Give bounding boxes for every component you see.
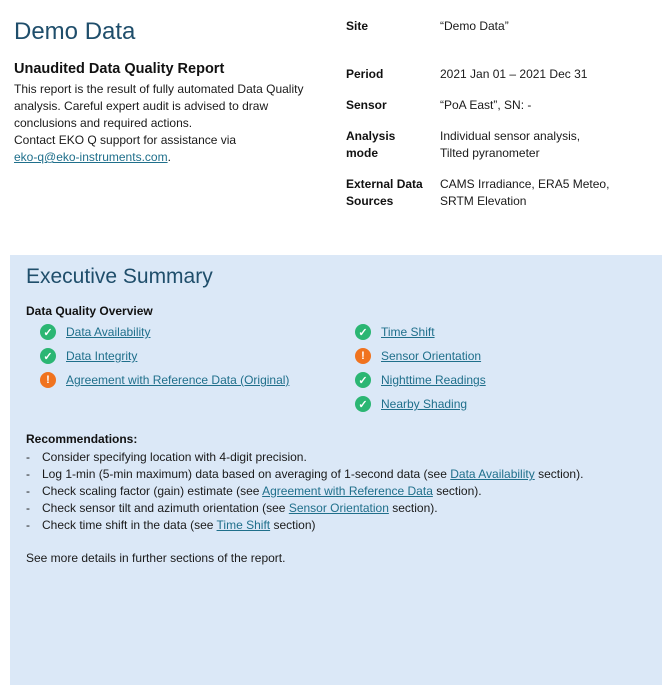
recommendation-item — [26, 500, 656, 517]
meta-site-label: Site — [346, 19, 369, 33]
meta-external-label-2: Sources — [346, 194, 394, 208]
executive-summary-panel — [10, 255, 662, 685]
recommendation-item — [26, 483, 656, 500]
list-dash: - — [26, 518, 30, 532]
recommendation-item — [26, 449, 656, 466]
recommendation-text: section) — [273, 518, 316, 532]
check-link-nighttime-readings[interactable]: Nighttime Readings — [381, 373, 486, 387]
recommendation-text: Check time shift in the data (see — [42, 518, 214, 532]
meta-period-label: Period — [346, 67, 384, 81]
list-dash: - — [26, 467, 30, 481]
meta-site-value: “Demo Data” — [440, 19, 509, 33]
meta-period-value: 2021 Jan 01 – 2021 Dec 31 — [440, 67, 588, 81]
meta-external-value — [440, 176, 670, 210]
check-nearby-shading — [355, 395, 467, 413]
recommendation-text: Log 1-min (5-min maximum) data based on averaging of 1-second data (see — [42, 467, 447, 481]
meta-external-label-1: External Data — [346, 177, 423, 191]
check-link-sensor-orientation[interactable]: Sensor Orientation — [381, 349, 482, 363]
recommendation-text: section). — [436, 484, 482, 498]
check-data-integrity — [40, 347, 137, 365]
more-details-text: See more details in further sections of the report. — [26, 551, 286, 565]
time-shift-link[interactable]: Time Shift — [216, 518, 271, 532]
check-data-availability — [40, 323, 151, 341]
meta-sensor-value: “PoA East”, SN: - — [440, 98, 532, 112]
check-link-time-shift[interactable]: Time Shift — [381, 325, 435, 339]
meta-analysis-value-1: Individual sensor analysis, — [440, 129, 581, 143]
meta-analysis-label-1: Analysis — [346, 129, 396, 143]
agreement-reference-link[interactable]: Agreement with Reference Data — [262, 484, 433, 498]
check-nighttime-readings — [355, 371, 486, 389]
support-email-link[interactable]: eko-q@eko-instruments.com — [14, 150, 168, 164]
check-agreement-reference — [40, 371, 289, 389]
status-ok-icon: ✓ — [355, 372, 371, 388]
recommendation-text: section). — [538, 467, 584, 481]
check-sensor-orientation — [355, 347, 481, 365]
list-dash: - — [26, 484, 30, 498]
contact-line — [14, 132, 324, 166]
recommendations-heading: Recommendations: — [26, 432, 138, 446]
status-warning-icon: ! — [40, 372, 56, 388]
meta-analysis-label-2: mode — [346, 146, 379, 160]
intro-paragraph: This report is the result of fully automated Data Quality analysis. Careful expert audit is advised to draw conclusions and required actions. — [14, 82, 304, 130]
check-time-shift — [355, 323, 435, 341]
data-quality-overview-heading: Data Quality Overview — [26, 304, 153, 318]
recommendation-text: Check scaling factor (gain) estimate (see — [42, 484, 260, 498]
status-warning-icon: ! — [355, 348, 371, 364]
recommendations-list — [26, 449, 656, 534]
meta-external-label — [346, 176, 434, 210]
recommendation-text: Consider specifying location with 4-digit precision. — [42, 450, 307, 464]
contact-prefix: Contact EKO Q support for assistance via — [14, 133, 237, 147]
contact-suffix: . — [167, 150, 171, 164]
list-dash: - — [26, 501, 30, 515]
sensor-orientation-link[interactable]: Sensor Orientation — [288, 501, 389, 515]
page-title: Demo Data — [14, 18, 136, 45]
recommendation-item — [26, 517, 656, 534]
recommendation-text: Check sensor tilt and azimuth orientation (see — [42, 501, 286, 515]
status-ok-icon: ✓ — [355, 324, 371, 340]
check-link-data-availability[interactable]: Data Availability — [66, 325, 151, 339]
recommendation-item — [26, 466, 656, 483]
list-dash: - — [26, 450, 30, 464]
intro-text — [14, 81, 324, 166]
executive-summary-title: Executive Summary — [26, 265, 213, 288]
meta-external-value-2: SRTM Elevation — [440, 194, 527, 208]
meta-analysis-value-2: Tilted pyranometer — [440, 146, 540, 160]
status-ok-icon: ✓ — [40, 348, 56, 364]
meta-external-value-1: CAMS Irradiance, ERA5 Meteo, — [440, 177, 610, 191]
meta-sensor-label: Sensor — [346, 98, 387, 112]
report-heading: Unaudited Data Quality Report — [14, 61, 225, 77]
check-link-agreement-reference[interactable]: Agreement with Reference Data (Original) — [66, 373, 290, 387]
status-ok-icon: ✓ — [40, 324, 56, 340]
meta-analysis-label — [346, 128, 434, 162]
check-link-data-integrity[interactable]: Data Integrity — [66, 349, 138, 363]
data-availability-link[interactable]: Data Availability — [450, 467, 535, 481]
meta-analysis-value — [440, 128, 670, 162]
recommendation-text: section). — [392, 501, 438, 515]
status-ok-icon: ✓ — [355, 396, 371, 412]
check-link-nearby-shading[interactable]: Nearby Shading — [381, 397, 468, 411]
